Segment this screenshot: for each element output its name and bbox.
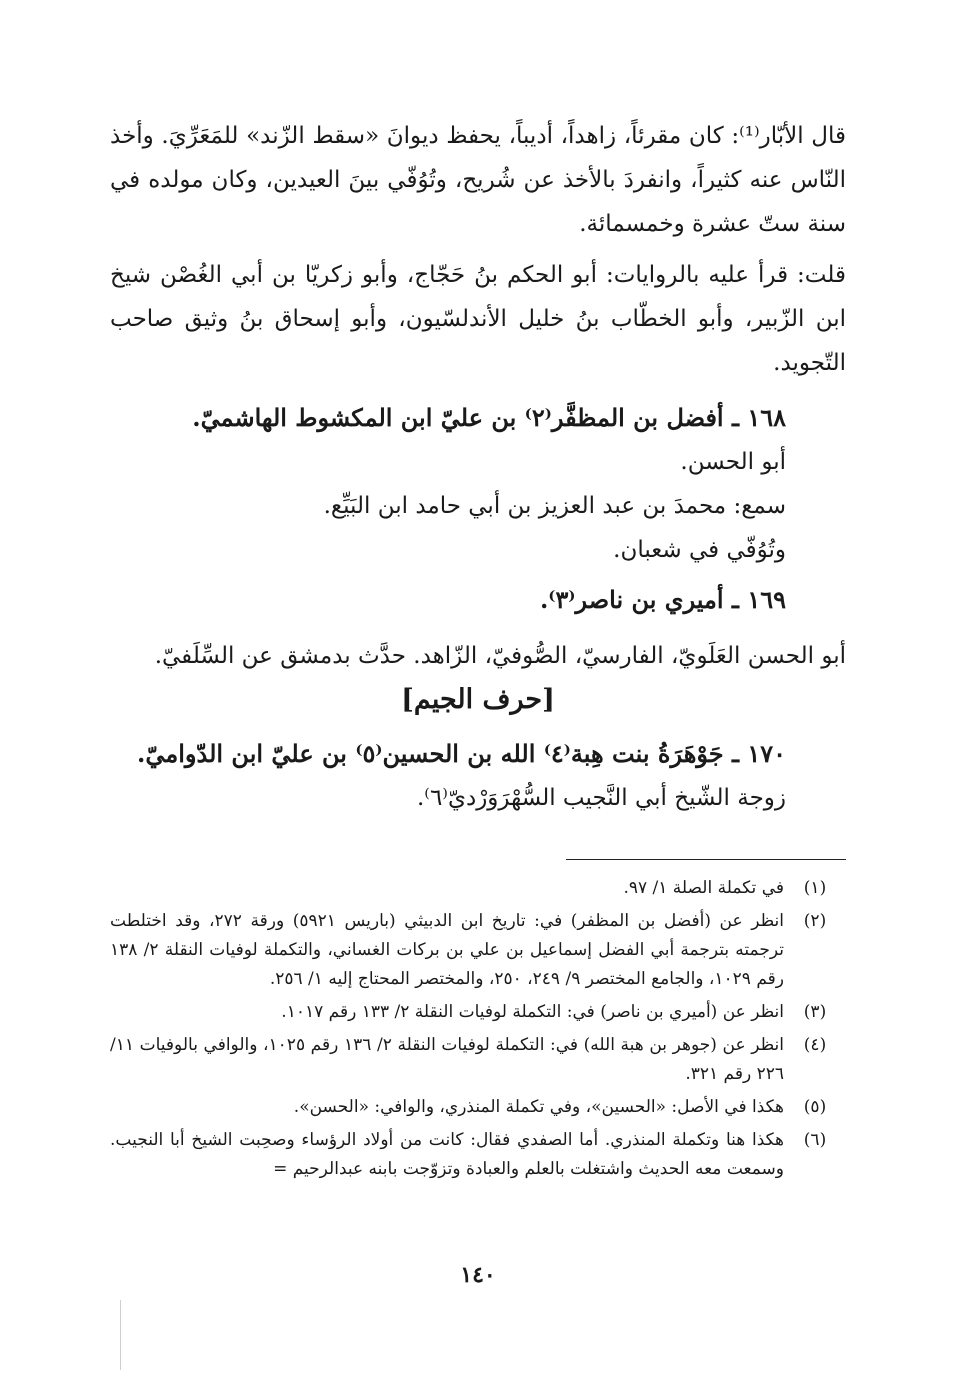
page-number: ١٤٠ xyxy=(460,1262,496,1288)
footnotes xyxy=(110,874,846,1188)
footnote-text: في تكملة الصلة ١/ ٩٧. xyxy=(623,878,784,898)
footnote xyxy=(110,907,846,994)
footnote-text: انظر عن (أفضل بن المظفر) في: تاريخ ابن الدبيثي (باريس ٥٩٢١) ورقة ٢٧٢، وقد اختلطت ترجمته بترجمة أبي الفضل إسماعيل بن علي بن بركات الغساني، والتكملة لوفيات النقلة ٢/ ١٣٨ رقم ١٠٢٩، والجامع المختصر ٩/ ٢٤٩، ٢٥٠، والمختصر المحتاج إليه ١/ ٢٥٦. xyxy=(110,911,784,989)
footnote-number: (١) xyxy=(803,878,827,898)
scan-margin-line xyxy=(120,1300,121,1370)
footnote-number: (٣) xyxy=(803,1002,827,1022)
footnote-number: (٤) xyxy=(803,1035,827,1055)
body-paragraph-1: قال الأبّار⁽¹⁾: كان مقرئاً، زاهداً، أديباً، يحفظ ديوانَ «سقط الزّند» للمَعَرِّيَ. وأخذ النّاس عنه كثيراً، وانفردَ بالأخذ عن شُريح، وتُوُفّي بينَ العيدين، وكان مولده في سنة ستّ عشرة وخمسمائة. xyxy=(110,123,846,237)
footnote-divider xyxy=(566,859,846,860)
footnote xyxy=(110,1093,846,1122)
footnote xyxy=(110,998,846,1027)
entry-168 xyxy=(110,396,786,572)
entry-title: ١٦٨ ـ أفضل بن المظفَّر⁽٢⁾ بن عليّ ابن المكشوط الهاشميّ. xyxy=(192,403,786,432)
entry-line: سمع: محمدَ بن عبد العزيز بن أبي حامد ابن البَيِّع. xyxy=(323,493,786,519)
entry-169 xyxy=(110,578,786,622)
footnote-number: (٢) xyxy=(803,911,827,931)
footnote xyxy=(110,1126,846,1184)
entry-line: زوجة الشّيخ أبي النَّجيب السُّهْرَوَرْديّ⁽٦⁾. xyxy=(416,785,786,811)
entry-line: أبو الحسن العَلَويّ، الفارسيّ، الصُّوفيّ، الزّاهد. حدَّث بدمشق عن السِّلَفيّ. xyxy=(154,643,846,669)
footnote-text: انظر عن (أميري بن ناصر) في: التكملة لوفيات النقلة ٢/ ١٣٣ رقم ١٠١٧. xyxy=(281,1002,784,1022)
body-paragraph-2: قلت: قرأ عليه بالروايات: أبو الحكم بنُ حَجّاج، وأبو زكريّا بن أبي الغُصْن شيخ ابن الزّبير، وأبو الخطّاب بنُ خليل الأندلسّيون، وأبو إسحاق بنُ وثيق صاحب التّجويد. xyxy=(110,262,846,376)
footnote-number: (٦) xyxy=(803,1130,827,1150)
entry-line: أبو الحسن. xyxy=(680,449,786,475)
entry-title: ١٦٩ ـ أميري بن ناصر⁽٣⁾. xyxy=(539,585,786,614)
footnote-text: انظر عن (جوهر بن هبة الله) في: التكملة لوفيات النقلة ٢/ ١٣٦ رقم ١٠٢٥، والوافي بالوفيات ١١/ ٢٢٦ رقم ٣٢١. xyxy=(110,1035,784,1084)
entry-title: ١٧٠ ـ جَوْهَرَةُ بنت هِبة⁽٤⁾ الله بن الحسين⁽٥⁾ بن عليّ ابن الدّواميّ. xyxy=(137,739,786,768)
footnote xyxy=(110,1031,846,1089)
footnote xyxy=(110,874,846,903)
entry-170 xyxy=(110,732,786,820)
entry-line: وتُوُفّي في شعبان. xyxy=(613,537,786,563)
footnote-text: هكذا في الأصل: «الحسين»، وفي تكملة المنذري، والوافي: «الحسن». xyxy=(293,1097,784,1117)
footnote-text: هكذا هنا وتكملة المنذري. أما الصفدي فقال: كانت من أولاد الرؤساء وصحِبت الشيخ أبا النجيب. وسمعت معه الحديث واشتغلت بالعلم والعبادة وتزوّجت بابنه عبدالرحيم = xyxy=(110,1130,784,1179)
chapter-heading: [حرف الجيم] xyxy=(401,684,555,715)
footnote-number: (٥) xyxy=(803,1097,827,1117)
